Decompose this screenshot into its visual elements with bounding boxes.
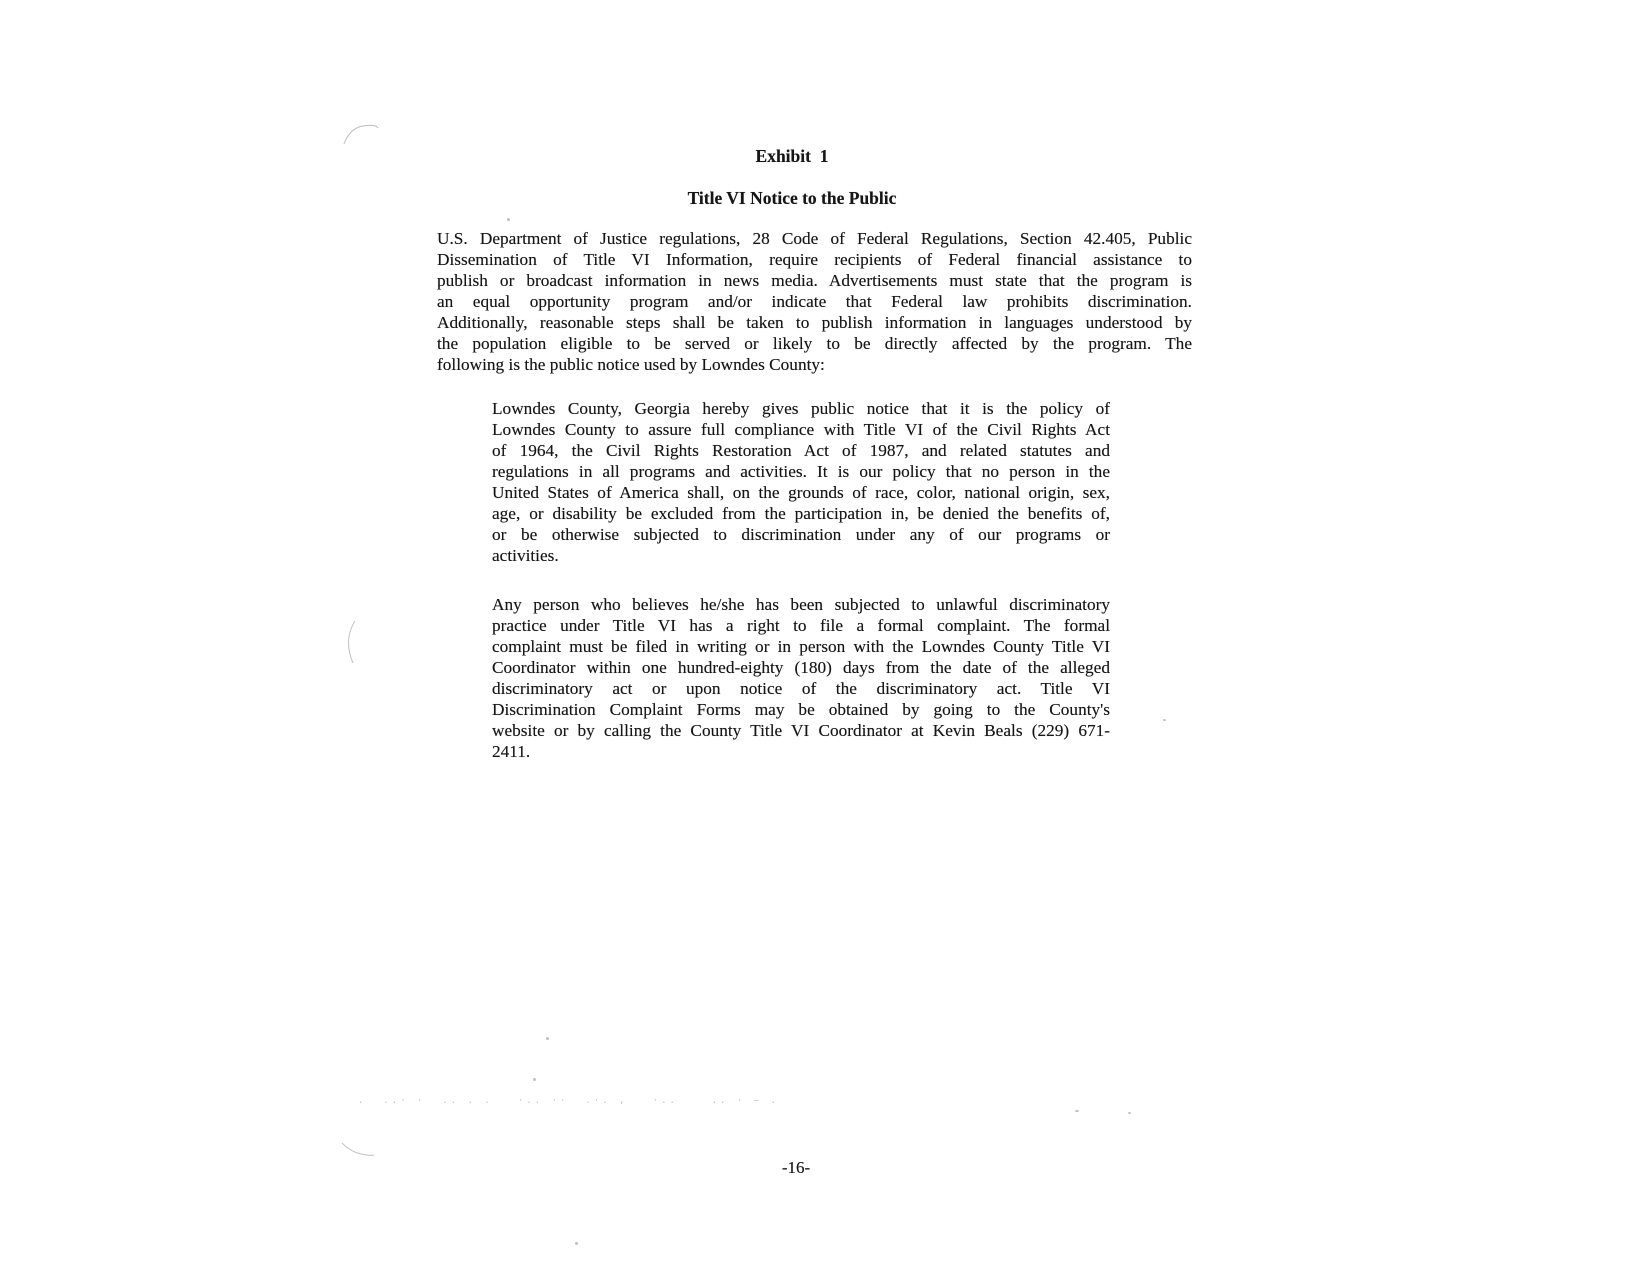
text-line: Any person who believes he/she has been subjected to unlawful discriminatory xyxy=(492,595,1110,614)
text-line: discriminatory act or upon notice of the discriminatory act. Title VI xyxy=(492,679,1110,698)
text-line: 2411. xyxy=(492,742,531,761)
scan-artifact-paren xyxy=(342,620,358,664)
text-line: Lowndes County to assure full compliance with Title VI of the Civil Rights Act xyxy=(492,420,1110,439)
document-title: Title VI Notice to the Public xyxy=(687,188,897,208)
text-line: publish or broadcast information in news media. Advertisements must state that the program is xyxy=(437,271,1192,290)
scan-speck xyxy=(546,1037,549,1040)
scan-artifact-curve-top xyxy=(343,124,379,146)
text-line: Coordinator within one hundred-eighty (180) days from the date of the alleged xyxy=(492,658,1110,677)
scan-speck xyxy=(1075,1110,1079,1112)
exhibit-heading: Exhibit 1 xyxy=(755,146,829,166)
text-line: following is the public notice used by Lowndes County: xyxy=(437,355,825,374)
scan-noise-dots: . ..· · .. . . ·.. ·· .·. , ·.. .. · – . xyxy=(358,1096,779,1106)
scan-speck xyxy=(533,1078,536,1081)
scan-artifact-swoosh-bottom xyxy=(341,1141,375,1159)
scan-speck xyxy=(1128,1112,1131,1114)
text-line: complaint must be filed in writing or in person with the Lowndes County Title VI xyxy=(492,637,1110,656)
text-line: of 1964, the Civil Rights Restoration Act of 1987, and related statutes and xyxy=(492,441,1110,460)
text-line: regulations in all programs and activities. It is our policy that no person in the xyxy=(492,462,1110,481)
scan-speck xyxy=(507,218,510,221)
page-number: -16- xyxy=(781,1158,811,1177)
scan-speck xyxy=(575,1242,578,1245)
text-line: activities. xyxy=(492,546,559,565)
notice-paragraph-complaint xyxy=(492,594,1110,762)
notice-paragraph-policy xyxy=(492,398,1110,566)
text-line: practice under Title VI has a right to file a formal complaint. The formal xyxy=(492,616,1110,635)
intro-paragraph xyxy=(437,228,1192,375)
scan-speck xyxy=(1163,719,1166,721)
text-line: Dissemination of Title VI Information, require recipients of Federal financial assistance to xyxy=(437,250,1192,269)
text-line: the population eligible to be served or likely to be directly affected by the program. The xyxy=(437,334,1192,353)
text-line: Additionally, reasonable steps shall be taken to publish information in languages understood by xyxy=(437,313,1192,332)
text-line: Lowndes County, Georgia hereby gives public notice that it is the policy of xyxy=(492,399,1110,418)
text-line: age, or disability be excluded from the participation in, be denied the benefits of, xyxy=(492,504,1110,523)
text-line: United States of America shall, on the grounds of race, color, national origin, sex, xyxy=(492,483,1110,502)
text-line: or be otherwise subjected to discrimination under any of our programs or xyxy=(492,525,1110,544)
text-line: Discrimination Complaint Forms may be obtained by going to the County's xyxy=(492,700,1110,719)
text-line: U.S. Department of Justice regulations, 28 Code of Federal Regulations, Section 42.405, Public xyxy=(437,229,1192,248)
text-line: an equal opportunity program and/or indicate that Federal law prohibits discrimination. xyxy=(437,292,1192,311)
text-line: website or by calling the County Title VI Coordinator at Kevin Beals (229) 671- xyxy=(492,721,1110,740)
